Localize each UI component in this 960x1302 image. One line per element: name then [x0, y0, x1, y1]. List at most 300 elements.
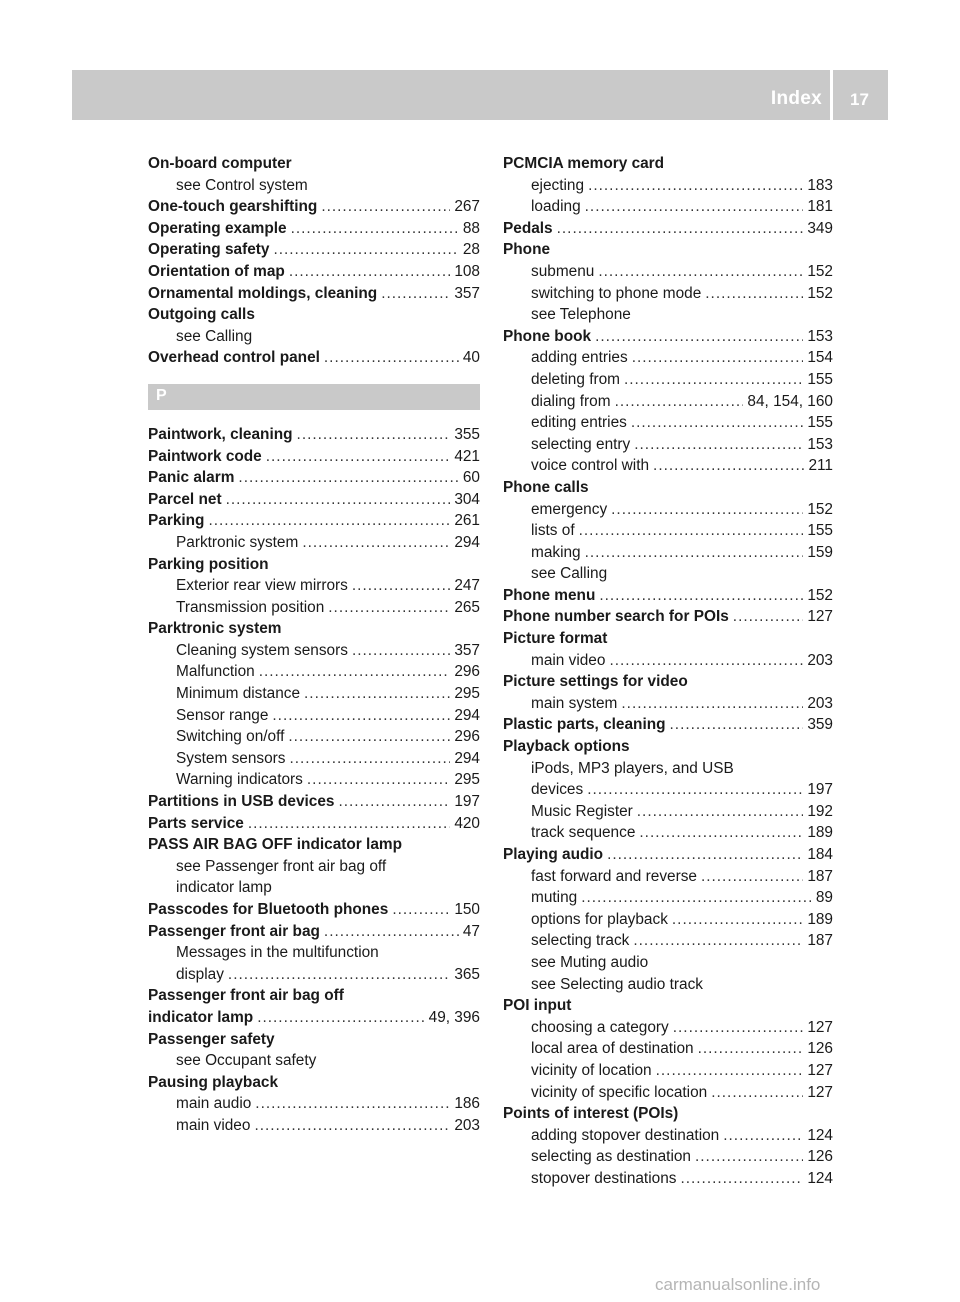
index-entry-page[interactable]: 203 — [807, 651, 833, 669]
index-entry-page[interactable]: 152 — [807, 262, 833, 280]
index-entry — [148, 304, 480, 326]
index-entry — [503, 693, 833, 715]
index-entry — [503, 434, 833, 456]
index-entry-term: adding entries — [531, 349, 628, 367]
index-entry-page[interactable]: 49, 396 — [428, 1008, 480, 1026]
dot-leader — [673, 1017, 804, 1039]
index-entry — [148, 153, 480, 175]
header-separator — [830, 70, 833, 120]
index-entry-page[interactable]: 47 — [462, 922, 480, 940]
index-entry-term: Messages in the multifunction — [176, 944, 379, 962]
index-entry — [503, 175, 833, 197]
index-entry — [148, 196, 480, 218]
index-entry-page[interactable]: 126 — [807, 1040, 833, 1058]
index-entry-page[interactable]: 365 — [454, 965, 480, 983]
index-entry — [148, 921, 480, 943]
index-entry — [503, 974, 833, 996]
dot-leader — [579, 520, 804, 542]
index-entry-page[interactable]: 152 — [807, 586, 833, 604]
index-entry — [503, 1146, 833, 1168]
index-entry-term: stopover destinations — [531, 1169, 677, 1187]
index-entry — [503, 1017, 833, 1039]
dot-leader — [639, 822, 803, 844]
index-entry-term: Passcodes for Bluetooth phones — [148, 901, 389, 918]
index-column-left — [148, 153, 480, 1137]
index-entry — [148, 575, 480, 597]
dot-leader — [653, 455, 804, 477]
index-entry — [148, 705, 480, 727]
dot-leader — [272, 705, 450, 727]
index-entry-page[interactable]: 294 — [454, 706, 480, 724]
index-entry — [503, 347, 833, 369]
dot-leader — [624, 369, 803, 391]
index-entry-page[interactable]: 155 — [807, 522, 833, 540]
dot-leader — [324, 347, 459, 369]
index-entry-page[interactable]: 184 — [807, 846, 833, 863]
index-entry-term: Pedals — [503, 219, 553, 237]
index-entry-page[interactable]: 189 — [807, 824, 833, 842]
index-entry-page[interactable]: 60 — [462, 469, 480, 487]
index-entry-page[interactable]: 267 — [454, 198, 480, 216]
dot-leader — [238, 467, 458, 489]
index-entry — [148, 554, 480, 576]
index-entry-term: System sensors — [176, 749, 286, 767]
index-entry — [503, 1103, 833, 1125]
index-entry — [148, 834, 480, 856]
index-entry-page[interactable]: 420 — [454, 814, 480, 832]
index-entry-page[interactable]: 153 — [807, 327, 833, 345]
index-entry — [503, 779, 833, 801]
dot-leader — [615, 391, 744, 413]
dot-leader — [587, 779, 803, 801]
dot-leader — [680, 1168, 803, 1190]
index-entry-page[interactable]: 187 — [807, 867, 833, 885]
index-entry — [148, 877, 480, 899]
index-entry — [148, 446, 480, 468]
index-entry — [503, 391, 833, 413]
index-entry-term: submenu — [531, 262, 595, 280]
index-entry — [503, 304, 833, 326]
index-entry-term: Playing audio — [503, 846, 604, 863]
index-entry-term: Operating safety — [148, 241, 270, 259]
index-entry — [148, 326, 480, 348]
index-entry-page[interactable]: 127 — [807, 1061, 833, 1079]
index-entry-page[interactable]: 155 — [807, 414, 833, 432]
dot-leader — [392, 899, 450, 921]
dot-leader — [634, 434, 803, 456]
index-entry-page[interactable]: 127 — [807, 608, 833, 626]
index-entry-page[interactable]: 186 — [454, 1095, 480, 1113]
index-entry-page[interactable]: 192 — [807, 802, 833, 820]
dot-leader — [289, 261, 451, 283]
index-entry — [503, 995, 833, 1017]
dot-leader — [291, 218, 459, 240]
index-entry-term: see Control system — [176, 176, 308, 194]
index-entry-term: see Muting audio — [531, 953, 649, 971]
index-entry-term: vicinity of location — [531, 1061, 652, 1079]
dot-leader — [352, 640, 450, 662]
index-entry — [148, 261, 480, 283]
dot-leader — [633, 930, 803, 952]
index-entry-page[interactable]: 203 — [807, 694, 833, 712]
index-group-p-left — [148, 424, 480, 1137]
index-entry-term: Playback options — [503, 738, 630, 756]
index-entry-term: Cleaning system sensors — [176, 641, 348, 659]
index-entry — [503, 1082, 833, 1104]
index-entry — [503, 866, 833, 888]
index-entry-page[interactable]: 197 — [807, 781, 833, 799]
index-entry — [148, 791, 480, 813]
dot-leader — [289, 748, 450, 770]
index-entry-term: devices — [531, 781, 584, 799]
index-entry-page[interactable]: 150 — [454, 901, 480, 918]
index-entry-term: track sequence — [531, 824, 636, 842]
index-entry-page[interactable]: 159 — [807, 543, 833, 561]
index-entry — [148, 769, 480, 791]
dot-leader — [259, 661, 451, 683]
index-entry — [503, 326, 833, 348]
index-entry-term: POI input — [503, 997, 572, 1015]
index-entry-term: Partitions in USB devices — [148, 793, 335, 811]
index-entry-term: Phone menu — [503, 586, 596, 604]
index-entry-term: Parcel net — [148, 490, 222, 508]
index-entry — [148, 218, 480, 240]
dot-leader — [637, 801, 804, 823]
dot-leader — [670, 714, 804, 736]
index-entry-page[interactable]: 152 — [807, 284, 833, 302]
index-entry-page[interactable]: 124 — [807, 1169, 833, 1187]
index-entry — [503, 283, 833, 305]
index-entry-page[interactable]: 296 — [454, 728, 480, 746]
index-entry — [148, 618, 480, 640]
index-entry-term: Ornamental moldings, cleaning — [148, 284, 378, 302]
index-entry-term: selecting entry — [531, 435, 631, 453]
dot-leader — [288, 726, 450, 748]
dot-leader — [248, 813, 450, 835]
dot-leader — [255, 1093, 450, 1115]
dot-leader — [338, 791, 450, 813]
dot-leader — [557, 218, 804, 240]
index-entry-page[interactable]: 295 — [454, 771, 480, 789]
dot-leader — [599, 585, 803, 607]
index-entry-term: voice control with — [531, 457, 650, 475]
index-entry — [148, 683, 480, 705]
dot-leader — [609, 650, 803, 672]
dot-leader — [585, 542, 804, 564]
index-entry-term: Paintwork, cleaning — [148, 425, 293, 443]
index-entry-term: Minimum distance — [176, 685, 301, 703]
index-entry-term: see Telephone — [531, 306, 631, 324]
index-entry — [148, 532, 480, 554]
index-entry — [503, 952, 833, 974]
index-entry-term: main system — [531, 694, 618, 712]
dot-leader — [607, 844, 803, 866]
index-entry-term: see Calling — [176, 327, 253, 345]
dot-leader — [723, 1125, 803, 1147]
dot-leader — [698, 1038, 804, 1060]
index-entry — [503, 1125, 833, 1147]
index-entry-term: Passenger front air bag — [148, 922, 320, 940]
index-entry — [503, 412, 833, 434]
index-entry-page[interactable]: 88 — [462, 219, 480, 237]
index-entry — [503, 628, 833, 650]
index-entry-page[interactable]: 181 — [807, 198, 833, 216]
index-entry-term: Pausing playback — [148, 1073, 279, 1091]
index-entry-term: adding stopover destination — [531, 1126, 720, 1144]
index-entry — [148, 239, 480, 261]
index-entry-page[interactable]: 247 — [454, 577, 480, 595]
index-entry-page[interactable]: 197 — [454, 793, 480, 811]
dot-leader — [632, 347, 804, 369]
index-entry-term: Switching on/off — [176, 728, 285, 746]
dot-leader — [598, 261, 803, 283]
index-entry-page[interactable]: 40 — [462, 349, 480, 367]
index-entry-term: Plastic parts, cleaning — [503, 716, 666, 734]
index-entry-term: main video — [531, 651, 606, 669]
dot-leader — [273, 239, 458, 261]
index-entry — [148, 424, 480, 446]
index-entry-page[interactable]: 355 — [454, 425, 480, 443]
dot-leader — [257, 1007, 424, 1029]
index-entry — [503, 606, 833, 628]
index-entry — [148, 640, 480, 662]
index-entry-term: Transmission position — [176, 598, 325, 616]
index-entry-term: PCMCIA memory card — [503, 155, 665, 172]
index-entry-term: Parktronic system — [176, 533, 299, 551]
index-entry — [503, 714, 833, 736]
index-entry-page[interactable]: 108 — [454, 262, 480, 280]
index-entry — [148, 347, 480, 369]
index-entry — [148, 899, 480, 921]
index-entry-page[interactable]: 211 — [808, 457, 833, 475]
index-entry-page[interactable]: 357 — [454, 284, 480, 302]
index-entry-term: indicator lamp — [148, 1008, 254, 1026]
index-entry-term: loading — [531, 198, 581, 216]
index-entry-term: Panic alarm — [148, 469, 235, 487]
index-entry-page[interactable]: 126 — [807, 1148, 833, 1166]
section-letter: P — [156, 386, 167, 404]
index-entry-term: switching to phone mode — [531, 284, 702, 302]
index-entry-term: Parktronic system — [148, 620, 282, 638]
index-entry — [503, 887, 833, 909]
index-entry-page[interactable]: 349 — [807, 219, 833, 237]
dot-leader — [588, 175, 803, 197]
dot-leader — [226, 489, 451, 511]
index-group-o — [148, 153, 480, 369]
index-entry — [148, 1072, 480, 1094]
index-entry-page[interactable]: 295 — [454, 685, 480, 703]
dot-leader — [381, 283, 450, 305]
index-entry-page[interactable]: 359 — [807, 716, 833, 734]
dot-leader — [324, 921, 459, 943]
index-entry-term: emergency — [531, 500, 608, 518]
dot-leader — [307, 769, 450, 791]
index-entry-page[interactable]: 153 — [807, 435, 833, 453]
dot-leader — [352, 575, 450, 597]
index-entry — [148, 985, 480, 1007]
index-entry — [503, 801, 833, 823]
index-entry-term: choosing a category — [531, 1018, 669, 1036]
dot-leader — [302, 532, 450, 554]
index-entry — [148, 467, 480, 489]
dot-leader — [711, 1082, 803, 1104]
index-entry — [503, 650, 833, 672]
index-entry — [148, 510, 480, 532]
index-entry-page[interactable]: 421 — [454, 447, 480, 465]
index-entry-term: display — [176, 965, 224, 983]
index-entry-page[interactable]: 127 — [807, 1018, 833, 1036]
index-column-right — [503, 153, 833, 1190]
dot-leader — [328, 597, 450, 619]
dot-leader — [254, 1115, 450, 1137]
index-entry-term: vicinity of specific location — [531, 1083, 708, 1101]
index-entry-term: see Occupant safety — [176, 1052, 317, 1070]
index-entry — [148, 175, 480, 197]
index-entry — [503, 1038, 833, 1060]
index-entry-term: PASS AIR BAG OFF indicator lamp — [148, 836, 402, 854]
index-entry — [148, 964, 480, 986]
index-entry-term: Picture settings for video — [503, 673, 688, 691]
dot-leader — [297, 424, 451, 446]
index-entry-page[interactable]: 152 — [807, 500, 833, 518]
index-entry-page[interactable]: 294 — [454, 533, 480, 551]
index-entry-term: Sensor range — [176, 706, 269, 724]
index-entry — [503, 542, 833, 564]
dot-leader — [321, 196, 450, 218]
page-number: 17 — [850, 90, 869, 109]
index-entry — [503, 563, 833, 585]
index-entry — [503, 239, 833, 261]
index-entry — [148, 661, 480, 683]
index-entry-page[interactable]: 294 — [454, 749, 480, 767]
index-entry — [503, 758, 833, 780]
index-entry-page[interactable]: 203 — [454, 1116, 480, 1134]
dot-leader — [695, 1146, 803, 1168]
index-entry-term: main video — [176, 1116, 251, 1134]
dot-leader — [701, 866, 803, 888]
index-entry — [503, 585, 833, 607]
index-entry — [503, 671, 833, 693]
index-entry-term: fast forward and reverse — [531, 867, 697, 885]
index-entry-term: main audio — [176, 1095, 252, 1113]
index-entry — [503, 455, 833, 477]
index-entry-page[interactable]: 296 — [454, 663, 480, 681]
dot-leader — [595, 326, 803, 348]
index-entry — [148, 856, 480, 878]
index-entry — [503, 736, 833, 758]
page-title: Index — [770, 88, 822, 109]
index-entry-page[interactable]: 155 — [807, 370, 833, 388]
header-bar — [72, 70, 888, 120]
index-entry-term: Exterior rear view mirrors — [176, 577, 348, 595]
index-entry-page[interactable]: 187 — [807, 932, 833, 950]
index-entry-term: Orientation of map — [148, 262, 285, 280]
index-entry-term: Operating example — [148, 219, 287, 237]
index-entry — [503, 822, 833, 844]
index-entry-page[interactable]: 124 — [807, 1126, 833, 1144]
index-entry — [148, 1115, 480, 1137]
index-entry-term: One-touch gearshifting — [148, 198, 318, 216]
index-entry — [148, 597, 480, 619]
index-entry-page[interactable]: 265 — [454, 598, 480, 616]
watermark: carmanualsonline.info — [655, 1275, 821, 1294]
dot-leader — [581, 887, 812, 909]
index-entry-term: options for playback — [531, 910, 668, 928]
dot-leader — [611, 499, 803, 521]
dot-leader — [266, 446, 451, 468]
index-entry-term: making — [531, 543, 581, 561]
index-entry — [148, 1050, 480, 1072]
index-entry-term: selecting as destination — [531, 1148, 691, 1166]
index-entry-term: Malfunction — [176, 663, 255, 681]
dot-leader — [621, 693, 803, 715]
index-entry-page[interactable]: 28 — [462, 241, 480, 259]
dot-leader — [208, 510, 450, 532]
index-entry-term: Phone calls — [503, 478, 589, 496]
index-entry-page[interactable]: 261 — [454, 512, 480, 530]
index-entry — [148, 942, 480, 964]
index-entry-term: Phone number search for POIs — [503, 608, 729, 626]
index-entry — [148, 813, 480, 835]
index-entry-page[interactable]: 183 — [807, 176, 833, 194]
index-entry — [503, 844, 833, 866]
index-entry-page[interactable]: 84, 154, 160 — [747, 392, 833, 410]
index-entry-term: see Calling — [531, 565, 608, 583]
index-entry-page[interactable]: 89 — [815, 889, 833, 907]
index-entry-term: see Passenger front air bag off — [176, 857, 387, 875]
index-entry — [148, 726, 480, 748]
index-entry-term: dialing from — [531, 392, 611, 410]
dot-leader — [705, 283, 803, 305]
index-entry-term: deleting from — [531, 370, 620, 388]
index-entry-term: Parking position — [148, 555, 269, 573]
dot-leader — [733, 606, 804, 628]
index-entry-term: On-board computer — [148, 155, 292, 172]
index-entry — [148, 1029, 480, 1051]
index-entry — [503, 477, 833, 499]
index-entry-page[interactable]: 127 — [807, 1083, 833, 1101]
index-entry — [503, 499, 833, 521]
index-entry-term: local area of destination — [531, 1040, 694, 1058]
index-entry-term: editing entries — [531, 414, 627, 432]
index-entry-page[interactable]: 304 — [454, 490, 480, 508]
dot-leader — [672, 909, 803, 931]
index-entry — [148, 1007, 480, 1029]
index-group-p-right — [503, 153, 833, 1190]
index-entry — [503, 369, 833, 391]
index-entry — [148, 283, 480, 305]
index-entry-page[interactable]: 357 — [454, 641, 480, 659]
index-entry-term: Overhead control panel — [148, 349, 320, 367]
index-entry-page[interactable]: 189 — [807, 910, 833, 928]
index-entry-term: Phone book — [503, 327, 592, 345]
index-entry — [503, 930, 833, 952]
index-entry-term: indicator lamp — [176, 879, 272, 897]
index-entry-page[interactable]: 154 — [807, 349, 833, 367]
dot-leader — [304, 683, 450, 705]
index-entry-term: Warning indicators — [176, 771, 303, 789]
index-entry-term: iPods, MP3 players, and USB — [531, 759, 734, 777]
index-entry-term: ejecting — [531, 176, 585, 194]
index-entry — [503, 520, 833, 542]
index-entry-term: Phone — [503, 241, 551, 259]
index-entry-term: Picture format — [503, 630, 608, 648]
index-entry — [148, 748, 480, 770]
index-entry-term: muting — [531, 889, 578, 907]
index-entry-term: Music Register — [531, 802, 633, 820]
index-entry — [503, 218, 833, 240]
index-entry-term: lists of — [531, 522, 575, 540]
